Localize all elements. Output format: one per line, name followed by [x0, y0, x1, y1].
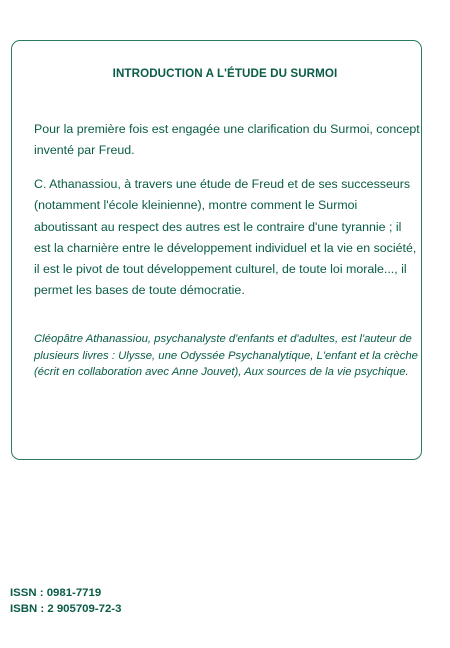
isbn-text: ISBN : 2 905709-72-3	[10, 603, 122, 615]
intro-paragraph: Pour la première fois est engagée une clarification du Surmoi, concept inventé par Freud.	[34, 122, 420, 158]
page-title: INTRODUCTION A L'ÉTUDE DU SURMOI	[112, 67, 338, 80]
identifier-block	[10, 585, 121, 617]
description-paragraph: C. Athanassiou, à travers une étude de Freud et de ses successeurs (notamment l'école kleinienne), montre comment le Surmoi aboutissant au respect des autres est le contraire d'une tyrannie ; il est la charnière entre le développement individuel et la vie en société, il est le pivot de tout développement culturel, de toute loi morale..., il permet les bases de toute démocratie.	[34, 177, 417, 298]
issn-text: ISSN : 0981-7719	[10, 587, 102, 599]
author-bio: Cléopâtre Athanassiou, psychanalyste d'enfants et d'adultes, est l'auteur de plusieurs livres : Ulysse, une Odyssée Psychanalytique, L'enfant et la crèche (écrit en collaboration avec Anne Jouvet), Aux sources de la vie psychique.	[34, 333, 418, 378]
